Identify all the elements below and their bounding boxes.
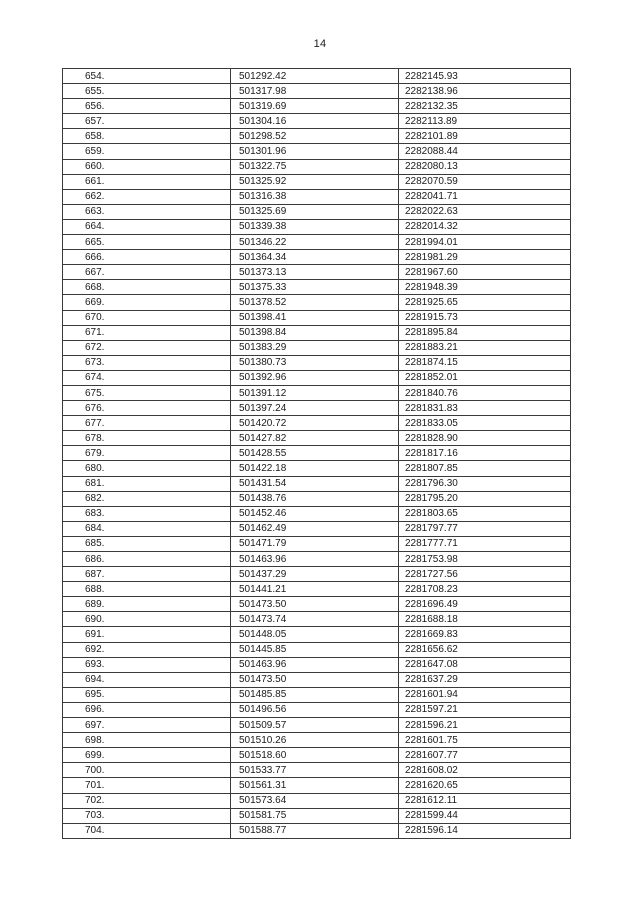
x-coordinate-cell: 501462.49 (231, 521, 399, 536)
x-coordinate-cell: 501452.46 (231, 506, 399, 521)
y-coordinate-cell: 2281607.77 (399, 748, 571, 763)
table-row (63, 733, 571, 748)
y-coordinate-cell: 2282088.44 (399, 144, 571, 159)
y-coordinate-cell: 2281688.18 (399, 612, 571, 627)
y-coordinate-cell: 2282101.89 (399, 129, 571, 144)
point-number-cell: 691. (63, 627, 231, 642)
point-number-cell: 669. (63, 295, 231, 310)
point-number-cell: 690. (63, 612, 231, 627)
point-number-cell: 668. (63, 280, 231, 295)
table-row (63, 521, 571, 536)
x-coordinate-cell: 501438.76 (231, 491, 399, 506)
x-coordinate-cell: 501373.13 (231, 265, 399, 280)
y-coordinate-cell: 2281637.29 (399, 672, 571, 687)
x-coordinate-cell: 501339.38 (231, 219, 399, 234)
table-row (63, 431, 571, 446)
point-number-cell: 654. (63, 69, 231, 84)
y-coordinate-cell: 2282132.35 (399, 99, 571, 114)
point-number-cell: 666. (63, 250, 231, 265)
y-coordinate-cell: 2281708.23 (399, 582, 571, 597)
table-row (63, 144, 571, 159)
x-coordinate-cell: 501463.96 (231, 552, 399, 567)
x-coordinate-cell: 501573.64 (231, 793, 399, 808)
point-number-cell: 687. (63, 567, 231, 582)
table-row (63, 84, 571, 99)
y-coordinate-cell: 2281803.65 (399, 506, 571, 521)
table-row (63, 250, 571, 265)
y-coordinate-cell: 2281828.90 (399, 431, 571, 446)
y-coordinate-cell: 2282113.89 (399, 114, 571, 129)
x-coordinate-cell: 501301.96 (231, 144, 399, 159)
point-number-cell: 671. (63, 325, 231, 340)
table-row (63, 657, 571, 672)
table-row (63, 748, 571, 763)
y-coordinate-cell: 2281807.85 (399, 461, 571, 476)
y-coordinate-cell: 2281840.76 (399, 385, 571, 400)
point-number-cell: 675. (63, 385, 231, 400)
x-coordinate-cell: 501383.29 (231, 340, 399, 355)
table-row (63, 567, 571, 582)
table-row (63, 506, 571, 521)
table-row (63, 69, 571, 84)
y-coordinate-cell: 2281601.75 (399, 733, 571, 748)
table-row (63, 446, 571, 461)
table-row (63, 370, 571, 385)
point-number-cell: 663. (63, 204, 231, 219)
point-number-cell: 680. (63, 461, 231, 476)
x-coordinate-cell: 501448.05 (231, 627, 399, 642)
x-coordinate-cell: 501561.31 (231, 778, 399, 793)
table-row (63, 687, 571, 702)
x-coordinate-cell: 501473.74 (231, 612, 399, 627)
x-coordinate-cell: 501317.98 (231, 84, 399, 99)
point-number-cell: 656. (63, 99, 231, 114)
table-row (63, 189, 571, 204)
table-row (63, 823, 571, 838)
table-row (63, 159, 571, 174)
point-number-cell: 674. (63, 370, 231, 385)
y-coordinate-cell: 2281883.21 (399, 340, 571, 355)
y-coordinate-cell: 2281696.49 (399, 597, 571, 612)
y-coordinate-cell: 2281817.16 (399, 446, 571, 461)
point-number-cell: 692. (63, 642, 231, 657)
point-number-cell: 693. (63, 657, 231, 672)
x-coordinate-cell: 501391.12 (231, 385, 399, 400)
x-coordinate-cell: 501380.73 (231, 355, 399, 370)
table-row (63, 461, 571, 476)
x-coordinate-cell: 501319.69 (231, 99, 399, 114)
table-row (63, 476, 571, 491)
point-number-cell: 670. (63, 310, 231, 325)
table-row (63, 280, 571, 295)
y-coordinate-cell: 2281852.01 (399, 370, 571, 385)
page-number: 14 (313, 38, 327, 50)
table-row (63, 235, 571, 250)
point-number-cell: 701. (63, 778, 231, 793)
x-coordinate-cell: 501397.24 (231, 401, 399, 416)
point-number-cell: 659. (63, 144, 231, 159)
point-number-cell: 665. (63, 235, 231, 250)
table-row (63, 204, 571, 219)
point-number-cell: 662. (63, 189, 231, 204)
x-coordinate-cell: 501473.50 (231, 672, 399, 687)
y-coordinate-cell: 2281608.02 (399, 763, 571, 778)
x-coordinate-cell: 501518.60 (231, 748, 399, 763)
x-coordinate-cell: 501392.96 (231, 370, 399, 385)
x-coordinate-cell: 501581.75 (231, 808, 399, 823)
x-coordinate-cell: 501445.85 (231, 642, 399, 657)
point-number-cell: 678. (63, 431, 231, 446)
point-number-cell: 694. (63, 672, 231, 687)
point-number-cell: 685. (63, 536, 231, 551)
point-number-cell: 682. (63, 491, 231, 506)
table-row (63, 672, 571, 687)
y-coordinate-cell: 2281994.01 (399, 235, 571, 250)
y-coordinate-cell: 2281777.71 (399, 536, 571, 551)
table-row (63, 536, 571, 551)
point-number-cell: 657. (63, 114, 231, 129)
table-row (63, 325, 571, 340)
y-coordinate-cell: 2281753.98 (399, 552, 571, 567)
y-coordinate-cell: 2281596.14 (399, 823, 571, 838)
table-row (63, 627, 571, 642)
y-coordinate-cell: 2282080.13 (399, 159, 571, 174)
table-row (63, 295, 571, 310)
table-row (63, 310, 571, 325)
point-number-cell: 672. (63, 340, 231, 355)
point-number-cell: 655. (63, 84, 231, 99)
table-row (63, 99, 571, 114)
coordinates-table-body (63, 69, 571, 839)
y-coordinate-cell: 2282022.63 (399, 204, 571, 219)
x-coordinate-cell: 501420.72 (231, 416, 399, 431)
table-row (63, 597, 571, 612)
table-row (63, 702, 571, 717)
point-number-cell: 683. (63, 506, 231, 521)
x-coordinate-cell: 501471.79 (231, 536, 399, 551)
x-coordinate-cell: 501431.54 (231, 476, 399, 491)
point-number-cell: 703. (63, 808, 231, 823)
y-coordinate-cell: 2281874.15 (399, 355, 571, 370)
table-row (63, 552, 571, 567)
x-coordinate-cell: 501292.42 (231, 69, 399, 84)
x-coordinate-cell: 501304.16 (231, 114, 399, 129)
point-number-cell: 695. (63, 687, 231, 702)
y-coordinate-cell: 2281656.62 (399, 642, 571, 657)
point-number-cell: 684. (63, 521, 231, 536)
y-coordinate-cell: 2281795.20 (399, 491, 571, 506)
table-row (63, 416, 571, 431)
y-coordinate-cell: 2282041.71 (399, 189, 571, 204)
y-coordinate-cell: 2281796.30 (399, 476, 571, 491)
y-coordinate-cell: 2282138.96 (399, 84, 571, 99)
y-coordinate-cell: 2282145.93 (399, 69, 571, 84)
table-row (63, 793, 571, 808)
table-row (63, 129, 571, 144)
table-row (63, 491, 571, 506)
coordinates-table (62, 68, 571, 839)
y-coordinate-cell: 2281833.05 (399, 416, 571, 431)
table-row (63, 114, 571, 129)
point-number-cell: 660. (63, 159, 231, 174)
table-row (63, 174, 571, 189)
y-coordinate-cell: 2281612.11 (399, 793, 571, 808)
x-coordinate-cell: 501473.50 (231, 597, 399, 612)
point-number-cell: 698. (63, 733, 231, 748)
x-coordinate-cell: 501427.82 (231, 431, 399, 446)
x-coordinate-cell: 501533.77 (231, 763, 399, 778)
point-number-cell: 699. (63, 748, 231, 763)
x-coordinate-cell: 501496.56 (231, 702, 399, 717)
y-coordinate-cell: 2281797.77 (399, 521, 571, 536)
y-coordinate-cell: 2281915.73 (399, 310, 571, 325)
x-coordinate-cell: 501325.69 (231, 204, 399, 219)
y-coordinate-cell: 2281596.21 (399, 718, 571, 733)
y-coordinate-cell: 2281601.94 (399, 687, 571, 702)
x-coordinate-cell: 501422.18 (231, 461, 399, 476)
point-number-cell: 661. (63, 174, 231, 189)
x-coordinate-cell: 501485.85 (231, 687, 399, 702)
table-row (63, 385, 571, 400)
table-row (63, 265, 571, 280)
x-coordinate-cell: 501398.84 (231, 325, 399, 340)
y-coordinate-cell: 2281967.60 (399, 265, 571, 280)
y-coordinate-cell: 2281727.56 (399, 567, 571, 582)
x-coordinate-cell: 501509.57 (231, 718, 399, 733)
table-row (63, 340, 571, 355)
x-coordinate-cell: 501364.34 (231, 250, 399, 265)
point-number-cell: 677. (63, 416, 231, 431)
x-coordinate-cell: 501346.22 (231, 235, 399, 250)
table-row (63, 763, 571, 778)
table-row (63, 718, 571, 733)
point-number-cell: 676. (63, 401, 231, 416)
x-coordinate-cell: 501510.26 (231, 733, 399, 748)
point-number-cell: 681. (63, 476, 231, 491)
table-row (63, 219, 571, 234)
point-number-cell: 673. (63, 355, 231, 370)
y-coordinate-cell: 2281597.21 (399, 702, 571, 717)
x-coordinate-cell: 501428.55 (231, 446, 399, 461)
table-row (63, 401, 571, 416)
x-coordinate-cell: 501298.52 (231, 129, 399, 144)
point-number-cell: 667. (63, 265, 231, 280)
y-coordinate-cell: 2281599.44 (399, 808, 571, 823)
y-coordinate-cell: 2281647.08 (399, 657, 571, 672)
y-coordinate-cell: 2281925.65 (399, 295, 571, 310)
y-coordinate-cell: 2281669.83 (399, 627, 571, 642)
y-coordinate-cell: 2281948.39 (399, 280, 571, 295)
point-number-cell: 704. (63, 823, 231, 838)
x-coordinate-cell: 501463.96 (231, 657, 399, 672)
table-row (63, 808, 571, 823)
table-row (63, 612, 571, 627)
x-coordinate-cell: 501316.38 (231, 189, 399, 204)
x-coordinate-cell: 501322.75 (231, 159, 399, 174)
point-number-cell: 697. (63, 718, 231, 733)
y-coordinate-cell: 2281895.84 (399, 325, 571, 340)
point-number-cell: 658. (63, 129, 231, 144)
table-row (63, 642, 571, 657)
point-number-cell: 679. (63, 446, 231, 461)
y-coordinate-cell: 2282014.32 (399, 219, 571, 234)
table-row (63, 778, 571, 793)
x-coordinate-cell: 501378.52 (231, 295, 399, 310)
point-number-cell: 700. (63, 763, 231, 778)
point-number-cell: 664. (63, 219, 231, 234)
point-number-cell: 688. (63, 582, 231, 597)
x-coordinate-cell: 501375.33 (231, 280, 399, 295)
x-coordinate-cell: 501325.92 (231, 174, 399, 189)
x-coordinate-cell: 501441.21 (231, 582, 399, 597)
point-number-cell: 689. (63, 597, 231, 612)
y-coordinate-cell: 2281620.65 (399, 778, 571, 793)
x-coordinate-cell: 501398.41 (231, 310, 399, 325)
y-coordinate-cell: 2282070.59 (399, 174, 571, 189)
point-number-cell: 702. (63, 793, 231, 808)
table-row (63, 582, 571, 597)
x-coordinate-cell: 501588.77 (231, 823, 399, 838)
x-coordinate-cell: 501437.29 (231, 567, 399, 582)
y-coordinate-cell: 2281981.29 (399, 250, 571, 265)
table-row (63, 355, 571, 370)
point-number-cell: 696. (63, 702, 231, 717)
point-number-cell: 686. (63, 552, 231, 567)
y-coordinate-cell: 2281831.83 (399, 401, 571, 416)
